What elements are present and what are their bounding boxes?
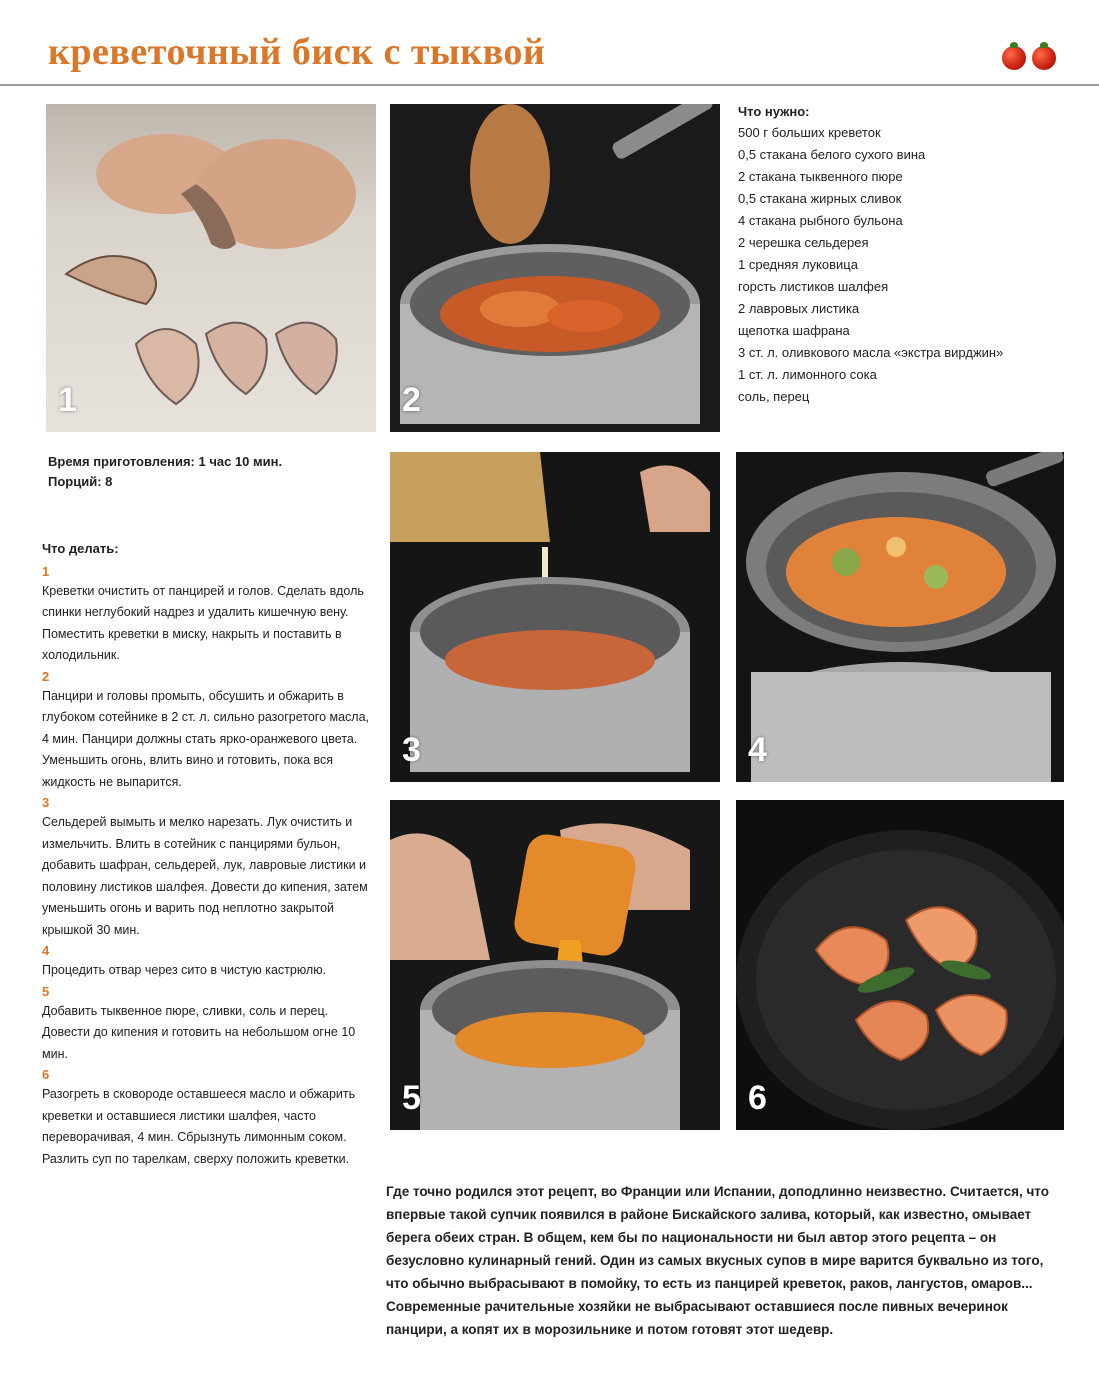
step-photo-number: 4 bbox=[748, 731, 767, 769]
tomato-icon bbox=[1032, 46, 1056, 70]
step-item bbox=[42, 667, 372, 794]
step-photo-number: 3 bbox=[402, 731, 421, 769]
strainer-illustration bbox=[736, 452, 1064, 782]
difficulty-rating bbox=[1002, 46, 1056, 70]
step-photo-3 bbox=[390, 452, 720, 782]
ingredient-item: щепотка шафрана bbox=[738, 323, 850, 338]
ingredients-heading: Что нужно: bbox=[738, 104, 810, 119]
step-text: Панцири и головы промыть, обсушить и обжарить в глубоком сотейнике в 2 ст. л. сильно разогретого масла, 4 мин. Панцири должны стать ярко-оранжевого цвета. Уменьшить огонь, влить вино и готовить, пока вся жидкость не выпарится. bbox=[42, 688, 370, 789]
step-number: 1 bbox=[42, 563, 50, 579]
ingredient-item: 1 средняя луковица bbox=[738, 257, 858, 272]
step-photo-6 bbox=[736, 800, 1064, 1130]
step-text: Разогреть в сковороде оставшееся масло и обжарить креветки и оставшиеся листики шалфея, часто переворачивая, 4 мин. Сбрызнуть лимонным соком. Разлить суп по тарелкам, сверху положить креветки. bbox=[42, 1087, 356, 1166]
step-photo-1 bbox=[46, 104, 376, 432]
ingredient-item: 3 ст. л. оливкового масла «экстра вирджин» bbox=[738, 345, 1004, 360]
ingredients-section bbox=[738, 102, 1068, 408]
ingredient-item: 0,5 стакана белого сухого вина bbox=[738, 147, 926, 162]
adding-puree-illustration bbox=[390, 800, 720, 1130]
ingredient-item: соль, перец bbox=[738, 389, 810, 404]
step-photo-number: 1 bbox=[58, 381, 77, 419]
step-text: Сельдерей вымыть и мелко нарезать. Лук очистить и измельчить. Влить в сотейник с панцирями бульон, добавить шафран, сельдерей, лук, лавровые листики и половину листиков шалфея. Довести до кипения, затем уменьшить огонь и варить под неплотно закрытой крышкой 30 мин. bbox=[42, 815, 368, 937]
ingredients-list bbox=[738, 122, 1068, 408]
ingredient-item: 500 г больших креветок bbox=[738, 125, 881, 140]
steps-section bbox=[42, 538, 372, 1170]
step-photo-number: 6 bbox=[748, 1079, 767, 1117]
ingredient-item: 2 черешка сельдерея bbox=[738, 235, 869, 250]
shrimp-peeling-illustration bbox=[46, 104, 376, 432]
step-item bbox=[42, 562, 372, 667]
title-divider bbox=[0, 84, 1099, 86]
ingredient-item: 1 ст. л. лимонного сока bbox=[738, 367, 877, 382]
step-number: 3 bbox=[42, 795, 50, 810]
step-number: 2 bbox=[42, 668, 50, 684]
servings: Порций: 8 bbox=[48, 474, 113, 489]
step-item bbox=[42, 793, 372, 941]
step-photo-number: 2 bbox=[402, 381, 421, 419]
step-item bbox=[42, 982, 372, 1066]
ingredient-item: 0,5 стакана жирных сливок bbox=[738, 191, 902, 206]
step-item bbox=[42, 941, 372, 982]
ingredient-item: 2 стакана тыквенного пюре bbox=[738, 169, 903, 184]
step-item bbox=[42, 1065, 372, 1170]
step-text: Добавить тыквенное пюре, сливки, соль и перец. Довести до кипения и готовить на небольшом огне 10 мин. bbox=[42, 1003, 356, 1061]
step-photo-4 bbox=[736, 452, 1064, 782]
step-photo-2 bbox=[390, 104, 720, 432]
ingredient-item: 4 стакана рыбного бульона bbox=[738, 213, 903, 228]
pouring-broth-illustration bbox=[390, 452, 720, 782]
steps-heading: Что делать: bbox=[42, 541, 119, 556]
step-text: Процедить отвар через сито в чистую кастрюлю. bbox=[42, 963, 327, 977]
recipe-intro: Где точно родился этот рецепт, во Франции или Испании, доподлинно неизвестно. Считается, что впервые такой супчик появился в районе Бискайского залива, который, как известно, омывает берега обеих стран. В общем, кем бы по национальности ни был автор этого рецепта – он безусловно кулинарный гений. Один из самых вкусных супов в мире варится буквально из того, что обычно выбрасывают в помойку, то есть из панцирей креветок, раков, лангустов, омаров... Современные рачительные хозяйки не выбрасывают оставшиеся после пивных вечеринок панцири, а копят их в морозильнике и потом готовят этот шедевр. bbox=[386, 1184, 1049, 1337]
step-photo-number: 5 bbox=[402, 1079, 421, 1117]
frying-shrimp-illustration bbox=[736, 800, 1064, 1130]
step-number: 4 bbox=[42, 943, 50, 958]
cooking-time: Время приготовления: 1 час 10 мин. bbox=[48, 454, 283, 469]
tomato-icon bbox=[1002, 46, 1026, 70]
step-number: 5 bbox=[42, 983, 50, 999]
pan-with-shells-illustration bbox=[390, 104, 720, 432]
page-title: креветочный биск с тыквой bbox=[48, 31, 546, 73]
step-text: Креветки очистить от панцирей и голов. Сделать вдоль спинки неглубокий надрез и удалить кишечную вену. Поместить креветки в миску, накрыть и поставить в холодильник. bbox=[42, 583, 364, 662]
ingredient-item: горсть листиков шалфея bbox=[738, 279, 889, 294]
step-photo-5 bbox=[390, 800, 720, 1130]
ingredient-item: 2 лавровых листика bbox=[738, 301, 860, 316]
recipe-meta bbox=[48, 452, 282, 492]
step-number: 6 bbox=[42, 1067, 50, 1082]
